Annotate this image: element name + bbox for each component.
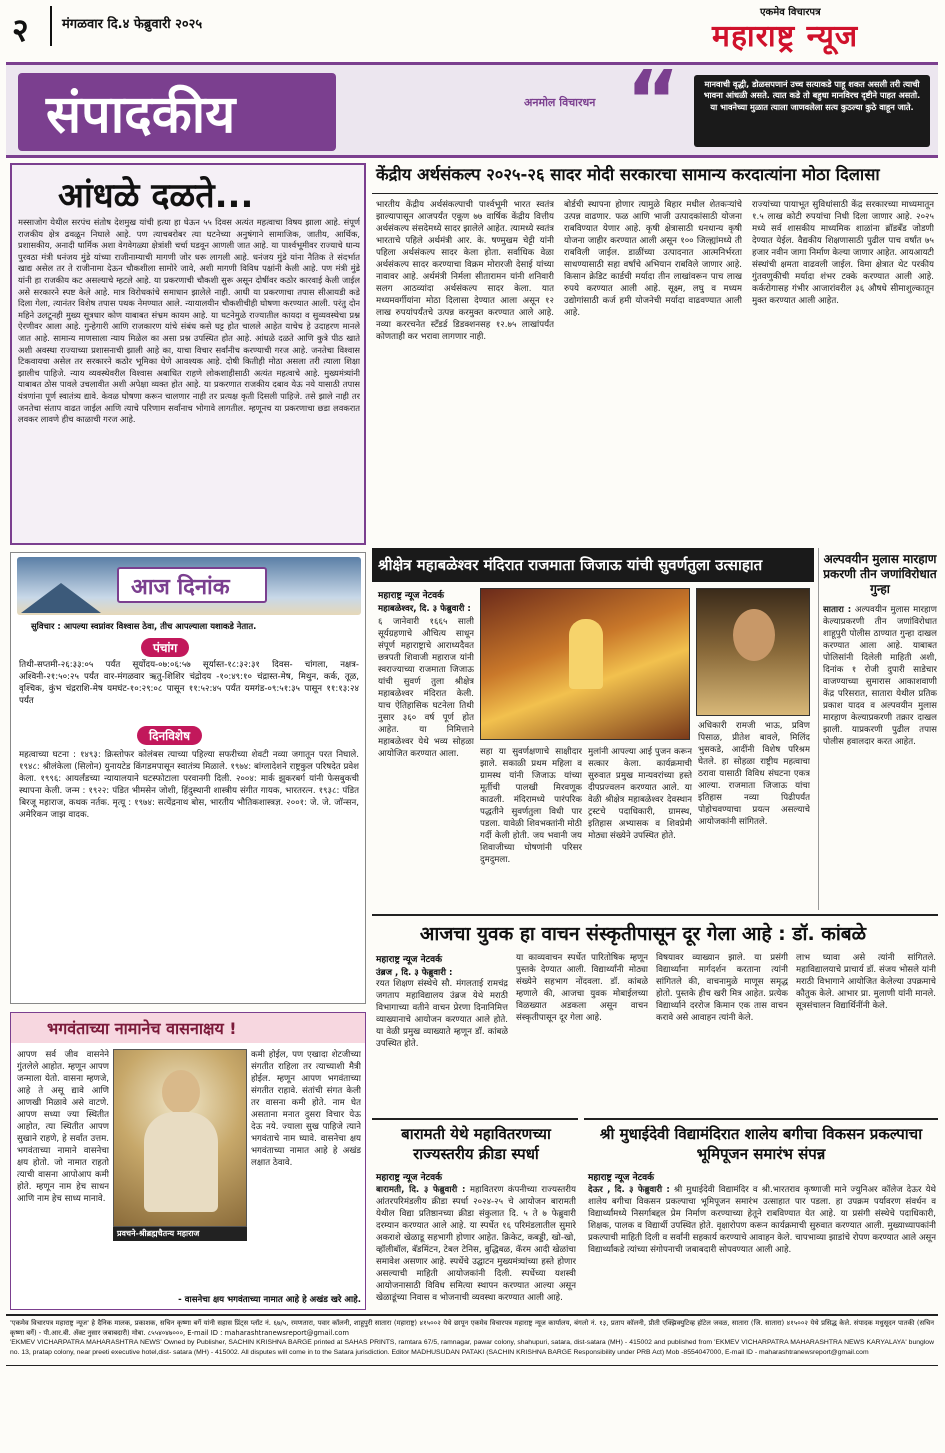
issue-date: मंगळवार दि.४ फेब्रुवारी २०२५	[62, 17, 203, 32]
temple-photo	[480, 588, 690, 740]
imprint-footer	[6, 1314, 938, 1366]
baramati-article	[372, 1118, 578, 1310]
mudhaidevi-body	[588, 1184, 936, 1310]
masthead-divider	[50, 6, 52, 46]
baramati-text: महावितरण कंपनीच्या राज्यस्तरीय आंतरपरिमंडलीय क्रीडा स्पर्धा २०२४-२५ चे आयोजन बारामती येथील विद्या प्रतिष्ठानच्या क्रीडा संकुलात दि. ५ ते ७ फेब्रुवारी दरम्यान करण्यात आले आहे. या स्पर्धेत १६ परिमंडलातील सुमारे अकराशे खेळाडू सहभागी होणार आहेत. क्रिकेट, कबड्डी, खो-खो, व्हॉलीबॉल, बॅडमिंटन, टेबल टेनिस, बुद्धिबळ, कॅरम आदी खेळांचा समावेश असणार आहे. स्पर्धेचे उद्घाटन मुख्यमंत्र्यांच्या हस्ते होणार असल्याची माहिती आयोजकांनी दिली. स्पर्धेच्या यशस्वी आयोजनासाठी विविध समित्या स्थापन करण्यात आल्या असून खेळाडूंच्या निवास व भोजनाची व्यवस्था करण्यात आली आहे.	[376, 1185, 576, 1303]
kamble-col-3	[656, 952, 788, 1114]
baramati-headline: बारामती येथे महावितरणच्या राज्यस्तरीय क्रीडा स्पर्धा	[401, 1125, 551, 1163]
budget-col-1-text: भारतीय केंद्रीय अर्थसंकल्पाची पार्श्वभूमी भारत स्वतंत्र झाल्यापासून आजपर्यंत एकूण ७७ वार्षिक केंद्रीय वित्तीय अर्थसंकल्प संसदेमध्ये सादर झालेले आहेत. त्यामध्ये स्वतंत्र भारताचे पहिले अर्थमंत्री आर. के. षण्मुखम चेट्टी यांनी पहिला अर्थसंकल्प सादर केला होता. सर्वाधिक वेळा अर्थसंकल्प सादर करण्याचा विक्रम मोरारजी देसाई यांच्या नावावर आहे. अर्थमंत्री निर्मला सीतारामन यांनी शनिवारी सलग आठव्यांदा अर्थसंकल्प सादर केला. यात मध्यमवर्गीयांना मोठा दिलासा देण्यात आला असून १२ लाख रुपयांपर्यंतचे उत्पन्न करमुक्त करण्यात आले आहे. नव्या कररचनेत स्टँडर्ड डिडक्शनसह १२.७५ लाखांपर्यंत कोणताही कर भरावा लागणार नाही.	[376, 200, 554, 342]
editorial-body-container	[18, 217, 360, 541]
bhajan-left-container	[17, 1049, 109, 1305]
brand-tag: एकमेव विचारपत्र	[760, 7, 821, 18]
budget-col-1	[376, 199, 554, 543]
bhajan-title: भगवंताच्या नामानेच वासनाक्षय !	[47, 1019, 237, 1038]
quote-label: अनमोल विचारधन	[524, 96, 596, 109]
section-banner	[6, 54, 938, 158]
budget-article	[372, 163, 938, 545]
kamble-col-2-text: या काव्यवाचन स्पर्धेत पारितोषिक म्हणून पुस्तके देण्यात आली. विद्यार्थ्यांनी मोठ्या संख्येने सहभाग नोंदवला. डॉ. कांबळे म्हणाले की, आजचा युवक मोबाईलच्या विळख्यात अडकला असून वाचन संस्कृतीपासून दूर गेला आहे.	[516, 953, 648, 1023]
mahabaleshwar-col-4	[698, 720, 810, 908]
baramati-byline: महाराष्ट्र न्यूज नेटवर्क	[376, 1173, 443, 1183]
mudhaidevi-dateline: देऊर , दि. ३ फेब्रुवारी :	[588, 1185, 670, 1195]
marhan-headline: अल्पवयीन मुलास मारहाण प्रकरणी तीन जणांविरोधात गुन्हा	[823, 552, 937, 596]
mudhaidevi-byline: महाराष्ट्र न्यूज नेटवर्क	[588, 1173, 655, 1183]
budget-col-2-text: बोर्डची स्थापना होणार त्यामुळे बिहार मधील शेतकऱ्यांचे उत्पन्न वाढणार. फळ आणि भाजी उत्पादकांसाठी योजना राबविण्यात येणार आहे. कृषी क्षेत्रासाठी धनधान्य कृषी योजना जाहीर करण्यात आली असून १०० जिल्ह्यांमध्ये ती राबविली जाईल. डाळींच्या उत्पादनात आत्मनिर्भरता साधण्यासाठी सहा वर्षांचे अभियान राबविले जाणार आहे. किसान क्रेडिट कार्डची मर्यादा तीन लाखांवरून पाच लाख रुपये करण्यात आली आहे. सूक्ष्म, लघु व मध्यम उद्योगांसाठी कर्ज हमी योजनेची मर्यादा वाढवण्यात आली आहे.	[564, 200, 742, 318]
mudhaidevi-text: श्री मुधाईदेवी विद्यामंदिर व श्री.भारतराव कृष्णाजी माने ज्युनिअर कॉलेज देऊर येथे शालेय बगीचा विकसन प्रकल्पाचा भूमिपूजन समारंभ उत्साहात पार पडला. हा उपक्रम पर्यावरण संवर्धन व विद्यार्थ्यांमध्ये निसर्गाबद्दल प्रेम निर्माण करण्याच्या हेतूने राबविण्यात येत आहे. या प्रसंगी संस्थेचे पदाधिकारी, शिक्षक, पालक व विद्यार्थी उपस्थित होते. वृक्षारोपण करून कार्यक्रमाची सुरुवात करण्यात आली. मुख्याध्यापकांनी प्रकल्पाची माहिती दिली व सर्वांनी सहकार्य करण्याचे आवाहन केले. चापभाव्या झाडांचे रोपण करण्यात आले असून विद्यार्थ्यांकडे त्यांच्या संगोपनाची जबाबदारी सोपवण्यात आली आहे.	[588, 1185, 936, 1255]
mahabaleshwar-col-1	[378, 616, 474, 908]
aaj-dinank-box	[10, 552, 366, 1004]
bhajan-signature: - वासनेचा क्षय भगवंताच्या नामात आहे हे अखंड खरे आहे.	[178, 1295, 361, 1305]
mahabaleshwar-col-2-text: सहा या सुवर्णक्षणाचे साक्षीदार झाले. सकाळी प्रथम महिला व ग्रामस्थ यांनी जिजाऊ यांच्या मूर्तीची पालखी मिरवणूक काढली. मंदिरामध्ये पारंपरिक पद्धतीने सुवर्णतुला विधी पार पडला. यावेळी शिवभक्तांनी मोठी गर्दी केली होती. जय भवानी जय शिवाजीच्या घोषणांनी परिसर दुमदुमला.	[480, 747, 582, 865]
idol-shape	[569, 619, 603, 689]
bhajan-right-container	[251, 1049, 361, 1305]
baramati-body	[376, 1184, 576, 1310]
section-title: संपादकीय	[46, 84, 236, 145]
kamble-col-4	[796, 952, 936, 1114]
bhajan-box	[10, 1012, 366, 1310]
marhan-text: अल्पवयीन मुलास मारहाण केल्याप्रकरणी तीन जणांविरोधात शाहूपुरी पोलीस ठाण्यात गुन्हा दाखल करण्यात आला आहे. याबाबत पोलिसांनी दिलेली माहिती अशी, दिनांक १ रोजी दुपारी साडेचार वाजण्याच्या सुमारास आकाशवाणी केंद्र परिसरात, सातारा येथील प्रतिक प्रकाश यादव व अल्पवयीन मुलास मारहाण केल्याप्रकरणी तक्रार दाखल झाली. याप्रकरणी पुढील तपास पोलीस हवालदार करत आहेत.	[823, 605, 937, 747]
panchang-pill-wrap	[141, 637, 189, 657]
mahabaleshwar-dateline: महाबळेश्वर, दि. ३ फेब्रुवारी :	[378, 604, 471, 614]
marhan-article	[818, 548, 938, 910]
bhajan-text-right: कमी होईल, पण एखादा शेटजीच्या संगतीत राहिला तर त्याच्याशी मैत्री होईल. म्हणून आपण भगवंताच्या संगतीत राहावे. संतांची संगत केली तर वासना कमी होते. नाम घेत असताना मनात दुसरा विचार येऊ देऊ नये. ज्याला सुख पाहिजे त्याने भगवंताचे नाम घ्यावे. वासनेचा क्षय भगवंताच्या नामात आहे हे अखंड लक्षात ठेवावे.	[251, 1050, 361, 1168]
portrait-shape	[733, 609, 775, 661]
mahabaleshwar-col-1-text: ६ जानेवारी १६६५ साली सूर्यग्रहणाचे औचित्य साधून संपूर्ण महाराष्ट्राचे आराध्यदैवत छत्रपती शिवाजी महाराज यांनी स्वराज्याच्या राजमाता जिजाऊ यांची सुवर्ण तुला श्रीक्षेत्र महाबळेश्वर मंदिरात केली. याच ऐतिहासिक घटनेला तिथी नुसार ३६० वर्ष पूर्ण होत आहेत. या निमित्ताने महाबळेश्वर येथे भव्य सोहळा आयोजित करण्यात आला.	[378, 617, 474, 759]
budget-col-2	[564, 199, 742, 543]
shivaji-photo	[696, 588, 810, 716]
dinank-title: आज दिनांक	[131, 575, 230, 600]
budget-col-3	[752, 199, 934, 543]
editorial-box	[10, 163, 366, 545]
editorial-headline: आंधळे दळते...	[58, 176, 254, 216]
imprint-english: 'EKMEV VICHARPATRA MAHARASHTRA NEWS' Owned by Publisher, SACHIN KRISHNA BARGE printed at SAHAS PRINTS, ramtara 67/5, ramnagar, pawar colony, shahupuri, satara, dist-satara (MH) - 415002 and published from 'EKMEV VICHARPATRA MAHARASHTRA NEWS KARYALAYA' bunglow no. 13, pratap colony, near preeti executive hotel,dist- satara (MH) - 415002. All disputes will come in to the Satara jurisdiction. Editor MADHUSUDAN PATAKI (SACHIN KRISHNA BARGE Responsibility under PRB Act) Mob -8554047000, E-mail ID - maharashtranewsreport@gmail.com	[10, 1339, 934, 1356]
mudhaidevi-headline: श्री मुधाईदेवी विद्यामंदिरात शालेय बगीचा विकसन प्रकल्पाचा भूमिपूजन समारंभ संपन्न	[599, 1125, 923, 1163]
mahabaleshwar-col-3	[588, 746, 692, 908]
photo-caption: प्रवचने-श्रीब्रह्मचैतन्य महाराज	[117, 1229, 200, 1238]
mudhaidevi-article	[584, 1118, 938, 1310]
quote-box	[694, 75, 930, 147]
maharaj-head-shape	[162, 1070, 200, 1114]
mahabaleshwar-col-4-text: अधिकारी रामजी भाऊ, प्रविण पिसाळ, प्रीतेश बावले, मिलिंद भुसकडे, आदींनी विशेष परिश्रम घेतले. हा सोहळा राष्ट्रीय महत्वाचा ठरावा यासाठी विविध संघटना एकत्र आल्या. राजमाता जिजाऊ यांचा इतिहास नव्या पिढीपर्यंत पोहोचवण्याचा प्रयत्न असल्याचे आयोजकांनी सांगितले.	[698, 721, 810, 827]
budget-rule	[372, 193, 938, 194]
kamble-dateline: उंब्रज , दि. ३ फेब्रुवारी :	[376, 968, 453, 978]
maharaj-photo	[113, 1049, 247, 1227]
dinvishesh-text: महत्वाच्या घटना : १४९३: क्रिस्तोफर कोलंबस त्याच्या पहिल्या सफरीच्या शेवटी नव्या जगातून परत निघाले. १९४८: श्रीलंकेला (सिलोन) युनायटेड किंगडमपासून स्वातंत्र्य मिळाले. १९७४: बांग्लादेशने राष्ट्रकुल परिषदेत प्रवेश केला. १९९६: आयर्लंडच्या न्यायालयाने घटस्फोटाला परवानगी दिली. २००४: मार्क झुकरबर्ग यांनी फेसबुकची स्थापना केली. जन्म : १९२२: पंडित भीमसेन जोशी, हिंदुस्थानी शास्त्रीय संगीत गायक, भारतरत्न. १९३८: पंडित बिरजू महाराज, कथक नर्तक. मृत्यू : १९७४: सत्येंद्रनाथ बोस, भारतीय भौतिकशास्त्रज्ञ. २००१: जे. जे. जॉन्सन, अमेरिकन जाझ वादक.	[19, 750, 359, 820]
suvichar: सुविचार : आपल्या स्वप्नांवर विश्वास ठेवा, तीच आपल्याला यशाकडे नेतात.	[31, 621, 257, 631]
mahabaleshwar-col-2	[480, 746, 582, 908]
mahabaleshwar-article	[372, 548, 814, 910]
marhan-dateline: सातारा :	[823, 605, 852, 615]
dinvishesh-pill-wrap	[137, 725, 202, 745]
kamble-byline: महाराष्ट्र न्यूज नेटवर्क	[376, 955, 443, 965]
kamble-col-2	[516, 952, 648, 1114]
page-number: २	[12, 11, 29, 49]
panchang-label: पंचांग	[141, 638, 189, 657]
dinvishesh-container	[19, 749, 359, 999]
marhan-body	[823, 604, 937, 908]
quote-text: मानवाची वृद्धी, डोळसपणानं उच्च सत्याकडे पाहू शकत असली तरी त्याची भावना आंधळी असते. त्यात कडे तो बहुधा मानविरच दृष्टीने पाहत असतो. या भावनेच्या मुळात त्याला जाणवलेला सत्य कुठल्या कुठे वाहून जाते.	[703, 79, 921, 112]
kamble-col-1-text: रयत शिक्षण संस्थेचे सौ. मंगलताई रामचंद्र जगताप महाविद्यालय उंब्रज येथे मराठी विभागाच्या वतीने वाचन प्रेरणा दिनानिमित्त व्याख्यानाचे आयोजन करण्यात आले होते. या वेळी प्रमुख व्याख्याते म्हणून डॉ. कांबळे उपस्थित होते.	[376, 979, 508, 1049]
budget-headline: केंद्रीय अर्थसंकल्प २०२५-२६ सादर मोदी सरकारचा सामान्य करदात्यांना मोठा दिलासा	[376, 165, 880, 184]
maharaj-body-shape	[144, 1112, 218, 1212]
kamble-col-1	[376, 978, 508, 1114]
brand-logo: महाराष्ट्र न्यूज	[712, 19, 859, 54]
kamble-headline: आजचा युवक हा वाचन संस्कृतीपासून दूर गेला आहे : डॉ. कांबळे	[419, 923, 867, 945]
mahabaleshwar-col-3-text: मुलांनी आपल्या आई पुजन करून सत्कार केला. कार्यक्रमाची सुरुवात प्रमुख मान्यवरांच्या हस्ते दीपप्रज्वलन करण्यात आले. या वेळी श्रीक्षेत्र महाबळेश्वर देवस्थान ट्रस्टचे पदाधिकारी, ग्रामस्थ, इतिहास अभ्यासक व शिवप्रेमी मोठ्या संख्येने उपस्थित होते.	[588, 747, 692, 841]
budget-col-3-text: राज्यांच्या पायाभूत सुविधांसाठी केंद्र सरकारच्या माध्यमातून १.५ लाख कोटी रुपयांचा निधी दिला जाणार आहे. २०२५ मध्ये सर्व शासकीय माध्यमिक शाळांना ब्रॉडबँड जोडणी देण्यात येईल. वैद्यकीय शिक्षणासाठी पुढील पाच वर्षांत ७५ हजार नवीन जागा निर्माण केल्या जाणार आहेत. आयआयटी संस्थांची क्षमता वाढवली जाईल. विमा क्षेत्रात थेट परकीय गुंतवणुकीची मर्यादा शंभर टक्के करण्यात आली आहे. कर्करोगासह गंभीर आजारांवरील ३६ औषधे सीमाशुल्कातून मुक्त करण्यात आली आहेत.	[752, 200, 934, 306]
editorial-body: मस्साजोग येथील सरपंच संतोष देशमुख यांची हत्या हा घेऊन ५५ दिवस अत्यंत महत्वाचा विषय झाला आहे. संपूर्ण राजकीय क्षेत्र ढवळून निघाले आहे. पण त्याचबरोबर त्या घटनेच्या अनुषंगाने सामाजिक, जातीय, आर्थिक, प्रशासकीय, अनादी धार्मिक अशा वेगवेगळ्या क्षेत्रांशी चर्चा घडवून आणली जात आहे. या पार्श्वभूमीवर राज्याचे धान्य पुरवठा मंत्री धनंजय मुंडे यांच्या राजीनाम्याची मागणी जोर धरू लागली आहे. धनंजय मुंडे यांना नैतिक ते संदर्भात खाद्य असेल तर ते राजीनामा देऊन चौकशीला सामोरे जावे, अशी मागणी विविध पक्षांनी केली आहे. पण मंत्री मुंडे यांनी हा राजकीय कट असल्याचे म्हटले आहे. या प्रकरणाची चौकशी सुरू असून दोषींवर कठोर कारवाई केली जाईल असे सरकारने स्पष्ट केले आहे. मात्र विरोधकांचे समाधान झालेले नाही. आधी या प्रकरणाचा तपास सीआयडी कडे दिला गेला, त्यानंतर विशेष तपास पथक नेमण्यात आले. न्यायालयीन चौकशीचीही घोषणा करण्यात आली. परंतु दोन महिने उलटूनही मुख्य सूत्रधार कोण याबाबत संभ्रम कायम आहे. या घटनेमुळे राज्यातील कायदा व सुव्यवस्थेचा प्रश्न ऐरणीवर आला आहे. गुन्हेगारी आणि राजकारण यांचे संबंध कसे घट्ट होत चालले आहेत याचेच हे उदाहरण मानले जात आहे. सामान्य माणसाला न्याय मिळेल का असा प्रश्न उपस्थित होत आहे. आंधळे दळते आणि कुत्रे पीठ खाते अशी अवस्था राज्याच्या प्रशासनाची झाली आहे का, याचा विचार सर्वांनीच करण्याची गरज आहे. जनतेचा विश्वास टिकवायचा असेल तर सरकारने कठोर भूमिका घेणे आवश्यक आहे. दोषी कितीही मोठा असला तरी त्याला शिक्षा झालीच पाहिजे. न्याय व्यवस्थेवरील विश्वास अबाधित राहणे लोकशाहीसाठी अत्यंत महत्वाचे आहे. मुख्यमंत्र्यांनी याबाबत ठोस पावले उचलावीत अशी अपेक्षा व्यक्त होत आहे. या प्रकरणात राजकीय दबाव येऊ नये यासाठी तपास यंत्रणांना पूर्ण स्वातंत्र्य द्यावे. केवळ घोषणा करून चालणार नाही तर प्रत्यक्ष कृती दिसली पाहिजे. तसे झाले नाही तर जनतेचा संताप वाढत जाईल आणि त्याचे परिणाम सर्वांनाच भोगावे लागतील. म्हणूनच या प्रकरणाचा छडा लवकरात लवकर लावणे हीच काळाची गरज आहे.	[18, 217, 360, 425]
kamble-col-4-text: लाभ घ्यावा असे त्यांनी सांगितले. महाविद्यालयाचे प्राचार्य डॉ. संजय भोसले यांनी मराठी विभागाने आयोजित केलेल्या उपक्रमाचे कौतुक केले. आभार प्रा. मुलाणी यांनी मानले. सूत्रसंचालन विद्यार्थिनींनी केले.	[796, 953, 936, 1011]
dinvishesh-label: दिनविशेष	[137, 726, 202, 745]
mahabaleshwar-headline: श्रीक्षेत्र महाबळेश्वर मंदिरात राजमाता जिजाऊ यांची सुवर्णतुला उत्साहात	[378, 556, 763, 574]
quote-mark-icon: “	[626, 54, 680, 149]
kamble-article	[372, 914, 938, 1114]
baramati-dateline: बारामती, दि. ३ फेब्रुवारी :	[376, 1185, 466, 1195]
masthead	[0, 0, 945, 64]
bhajan-text-left: आपण सर्व जीव वासनेने गुंतलेले आहोत. म्हणून आपण जन्माला येतो. वासना म्हणजे, आहे ते असू द्यावे आणि आणखी मिळावे असे वाटणे. आपण सध्या ज्या स्थितीत आहोत, त्या स्थितीत आपण सुखाने राहणे, हे सर्वांत उत्तम. भगवंताच्या नामाने वासनेचा क्षय होतो. जो नामात राहतो त्याची वासना आपोआप कमी होते. म्हणून नाम हेच साधन आणि नाम हेच साध्य मानावे.	[17, 1050, 109, 1204]
imprint-marathi: 'एकमेव विचारपत्र महाराष्ट्र न्यूज' हे दैनिक मालक, प्रकाशक, सचिन कृष्णा बर्गे यांनी सहास प्रिंट्स प्लॉट नं. ६७/५, रमणतारा, पवार कॉलनी, शाहूपुरी सातारा (महाराष्ट्र) ४१५००२ येथे छापून एकमेव विचारपत्र महाराष्ट्र न्यूज कार्यालय, बंगलो नं. १३, प्रताप कॉलनी, प्रीती एक्झिक्युटिव्ह हॉटेल जवळ, सातारा (जि. सातारा) ४१५००२ येथे प्रसिद्ध केले. संपादक मधुसूदन पातकी (सचिन कृष्णा बर्गे) - पी.आर.बी. ॲक्ट नुसार जबाबदारी) मोबा. ८५५४०४७०००, E-mail ID : maharashtranewsreport@gmail.com	[10, 1319, 934, 1337]
mahabaleshwar-byline: महाराष्ट्र न्यूज नेटवर्क	[378, 591, 445, 601]
kamble-col-3-text: विषयावर व्याख्यान झाले. या प्रसंगी विद्यार्थ्यांना मार्गदर्शन करताना त्यांनी सांगितले की, वाचनामुळे माणूस समृद्ध होतो. पुस्तके हीच खरी मित्र आहेत. प्रत्येक विद्यार्थ्याने दररोज किमान एक तास वाचन करावे असे आवाहन त्यांनी केले.	[656, 953, 788, 1023]
mountain-shape	[21, 583, 101, 613]
panchang-text: तिथी-सप्तमी-२६:३३:०५ पर्यंत सूर्योदय-०७:०६:५७ सूर्यास्त-१८:३२:३१ दिवस- चांगला, नक्षत्र-अश्विनी-२१:५०:२५ पर्यंत वार-मंगळवार ऋतु-शिशिर चंद्रोदय -१०:४९:१० चंद्रास्त-मेष, मिथुन, कर्क, तूळ, वृश्चिक, कुंभ चंद्रराशि-मेष यमघंट-१०:२९:०८ पासून ११:५२:४५ पर्यंत यमगंड-०९:५१:३५ पासून ११:१३:२४ पर्यंत	[19, 660, 359, 706]
